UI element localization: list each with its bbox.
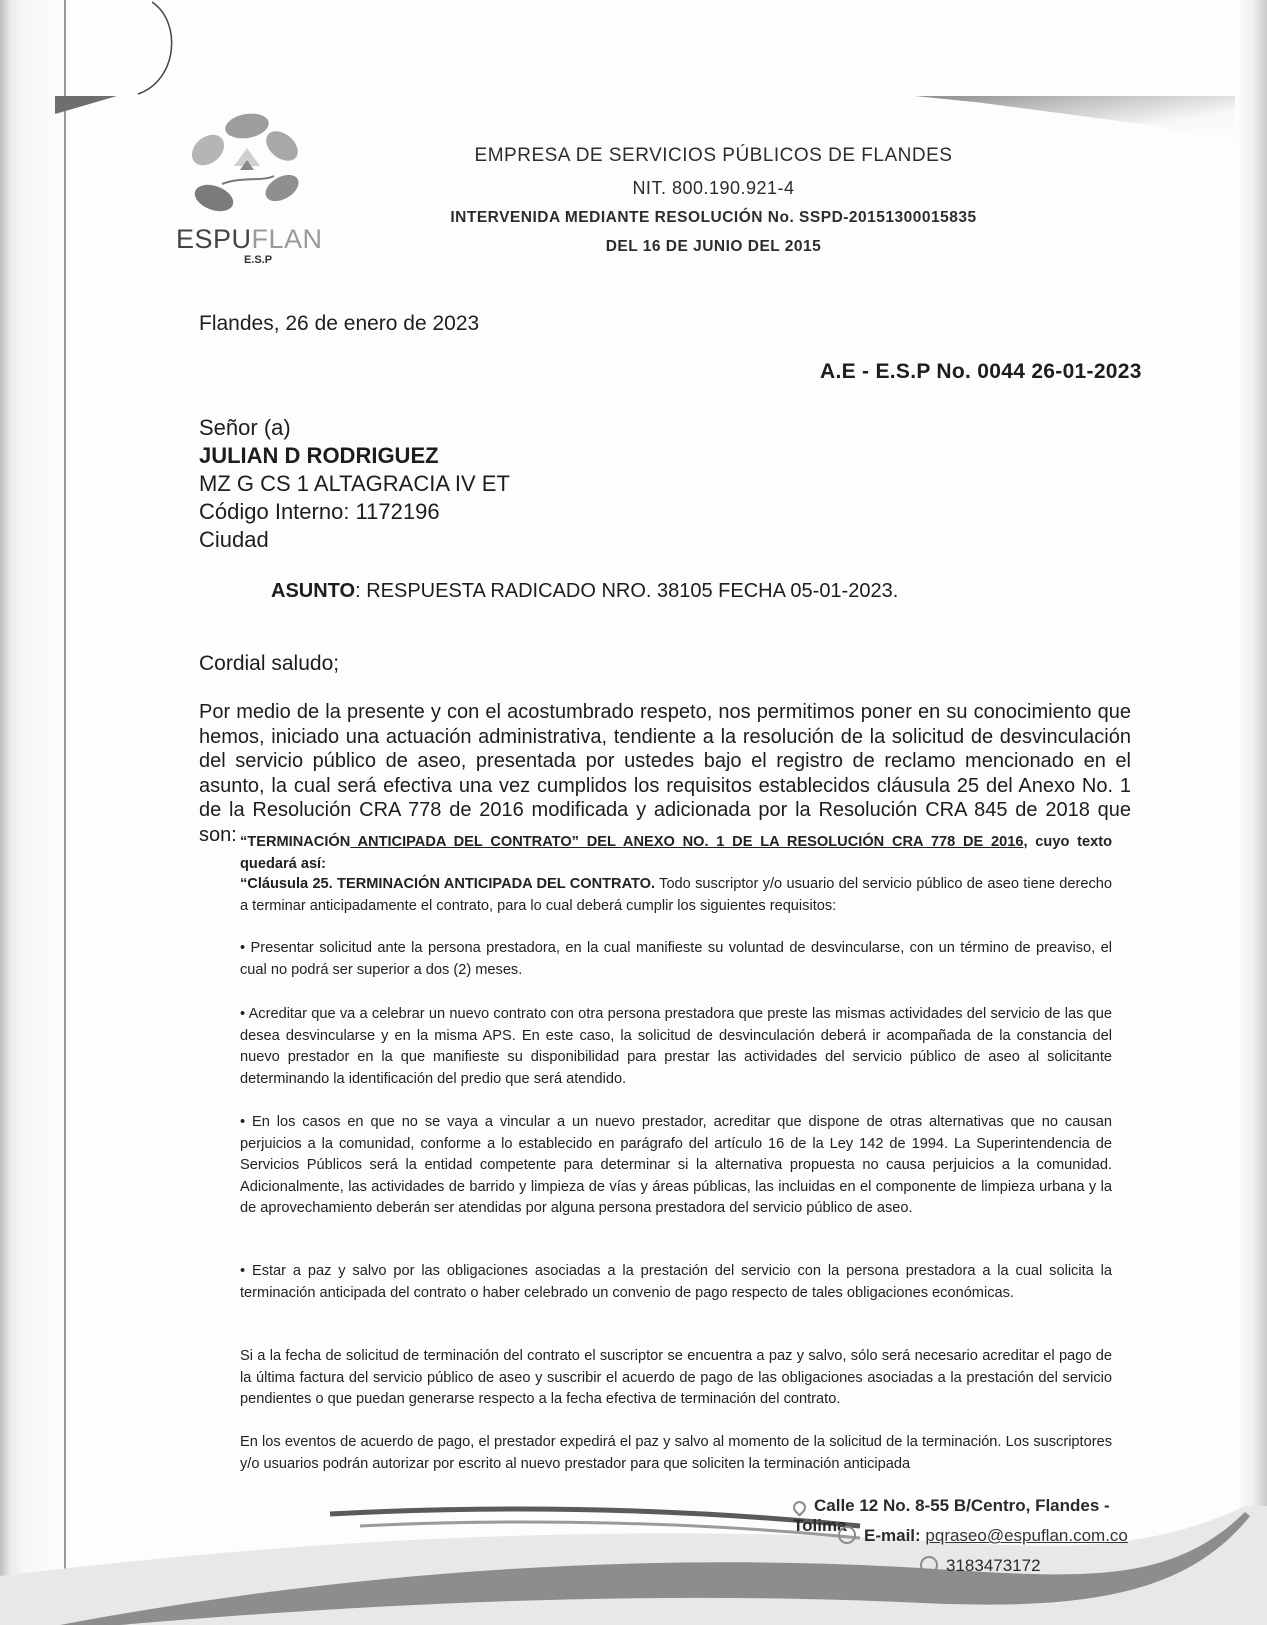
recipient-code: Código Interno: 1172196 — [199, 499, 440, 524]
header-swoosh-left — [55, 96, 117, 114]
quote-title — [240, 832, 1112, 875]
clause-text: Todo suscriptor y/o usuario del servicio público de aseo tiene derecho a terminar anticipadamente el contrato, para lo cual deberá cumplir los siguientes requisitos: — [240, 876, 1112, 914]
company-name: EMPRESA DE SERVICIOS PÚBLICOS DE FLANDES — [474, 145, 953, 166]
scan-curve-mark — [130, 0, 190, 100]
quote-title-end: , cuyo texto quedará así: — [240, 834, 1112, 872]
requirement-item: • Estar a paz y salvo por las obligaciones asociadas a la prestación del servicio con la persona prestadora a la cual solicita la terminación anticipada del contrato o haber celebrado un convenio de pago respecto de tales obligaciones económicas. — [240, 1263, 1112, 1301]
email-label: E-mail: — [864, 1526, 926, 1545]
phone-icon — [920, 1556, 938, 1574]
footer-email — [838, 1526, 1147, 1546]
requirement-item: • Presentar solicitud ante la persona prestadora, en la cual manifieste su voluntad de desvincularse, con un término de preaviso, el cual no podrá ser superior a dos (2) meses. — [240, 940, 1112, 978]
logo-wordmark: ESPUFLAN — [176, 224, 323, 254]
recipient-block — [199, 414, 510, 554]
footer-address-text: Calle 12 No. 8-55 B/Centro, Flandes - Tolima — [793, 1496, 1110, 1535]
quote-title-underlined: ANTICIPADA DEL CONTRATO” DEL ANEXO NO. 1 DE LA RESOLUCIÓN CRA 778 DE 2016 — [350, 834, 1024, 850]
reference-number: A.E - E.S.P No. 0044 26-01-2023 — [820, 360, 1142, 383]
clause-paragraph — [240, 874, 1112, 917]
subject-label: ASUNTO — [271, 580, 356, 602]
recipient-address: MZ G CS 1 ALTAGRACIA IV ET — [199, 471, 510, 496]
intro-paragraph: Por medio de la presente y con el acostumbrado respeto, nos permitimos poner en su conocimiento que hemos, iniciado una actuación administrativa, tendiente a la resolución de la solicitud de desvinculación del servicio público de aseo, presentada por ustedes bajo el registro de reclamo mencionado en el asunto, la cual será efectiva una vez cumplidos los requisitos establecidos cláusula 25 del Anexo No. 1 de la Resolución CRA 778 de 2016 modificada y adicionada por la Resolución CRA 845 de 2018 que son: — [199, 701, 1131, 846]
email-icon — [838, 1526, 856, 1544]
header-swoosh-right — [915, 96, 1235, 142]
intervention-date: DEL 16 DE JUNIO DEL 2015 — [605, 238, 822, 255]
place-date: Flandes, 26 de enero de 2023 — [199, 312, 480, 335]
requirement-item: • En los casos en que no se vaya a vincular a un nuevo prestador, acreditar que dispone de otras alternativas que no causan perjuicios a la comunidad, conforme a lo establecido en parágrafo del artículo 16 de la Ley 142 de 1994. La Superintendencia de Servicios Públicos será la entidad competente para determinar si la alternativa propuesta no causa perjuicios a la comunidad. Adicionalmente, las actividades de barrido y limpieza de vías y áreas públicas, las incluidas en el componente de limpieza urbana y la de aprovechamiento deberán ser atendidas por alguna persona prestadora del servicio público de aseo. — [240, 1114, 1112, 1216]
recipient-city: Ciudad — [199, 527, 269, 552]
subject-text: : RESPUESTA RADICADO NRO. 38105 FECHA 05-01-2023. — [355, 580, 899, 602]
recipient-name: JULIAN D RODRIGUEZ — [199, 443, 439, 468]
subject-line — [271, 580, 898, 603]
phone-number: 3183473172 — [946, 1556, 1041, 1575]
paz-salvo-paragraph: Si a la fecha de solicitud de terminación del contrato el suscriptor se encuentra a paz y salvo, sólo será necesario acreditar el pago de la última factura del servicio público de aseo y suscribir el acuerdo de pago de las obligaciones asociadas a la prestación del servicio pendientes o que puedan generarse respecto a la fecha efectiva de terminación del contrato. — [240, 1348, 1112, 1407]
company-nit: NIT. 800.190.921-4 — [632, 178, 795, 198]
recipient-salutation: Señor (a) — [199, 415, 291, 440]
logo-esp: E.S.P — [244, 254, 273, 266]
payment-agreement-paragraph: En los eventos de acuerdo de pago, el prestador expedirá el paz y salvo al momento de la solicitud de la terminación. Los suscriptores y/o usuarios podrán autorizar por escrito al nuevo prestador para que soliciten la terminación anticipada — [240, 1434, 1112, 1472]
requirement-item: • Acreditar que va a celebrar un nuevo contrato con otra persona prestadora que preste las mismas actividades del servicio de las que desea desvincularse y en la misma APS. En este caso, la solicitud de desvinculación deberá ir acompañada de la constancia del nuevo prestador en la que manifieste su disponibilidad para prestar las actividades del servicio público de aseo al solicitante determinando la identificación del predio que será atendido. — [240, 1006, 1112, 1087]
location-pin-icon — [790, 1498, 808, 1516]
greeting: Cordial saludo; — [199, 652, 340, 675]
email-link[interactable]: pqraseo@espuflan.com.co — [925, 1526, 1128, 1545]
intervention-line: INTERVENIDA MEDIANTE RESOLUCIÓN No. SSPD-20151300015835 — [450, 209, 977, 226]
quote-title-start: “TERMINACIÓN — [240, 834, 351, 850]
footer-phone — [920, 1556, 1147, 1576]
clause-heading: “Cláusula 25. TERMINACIÓN ANTICIPADA DEL CONTRATO. — [240, 876, 656, 892]
